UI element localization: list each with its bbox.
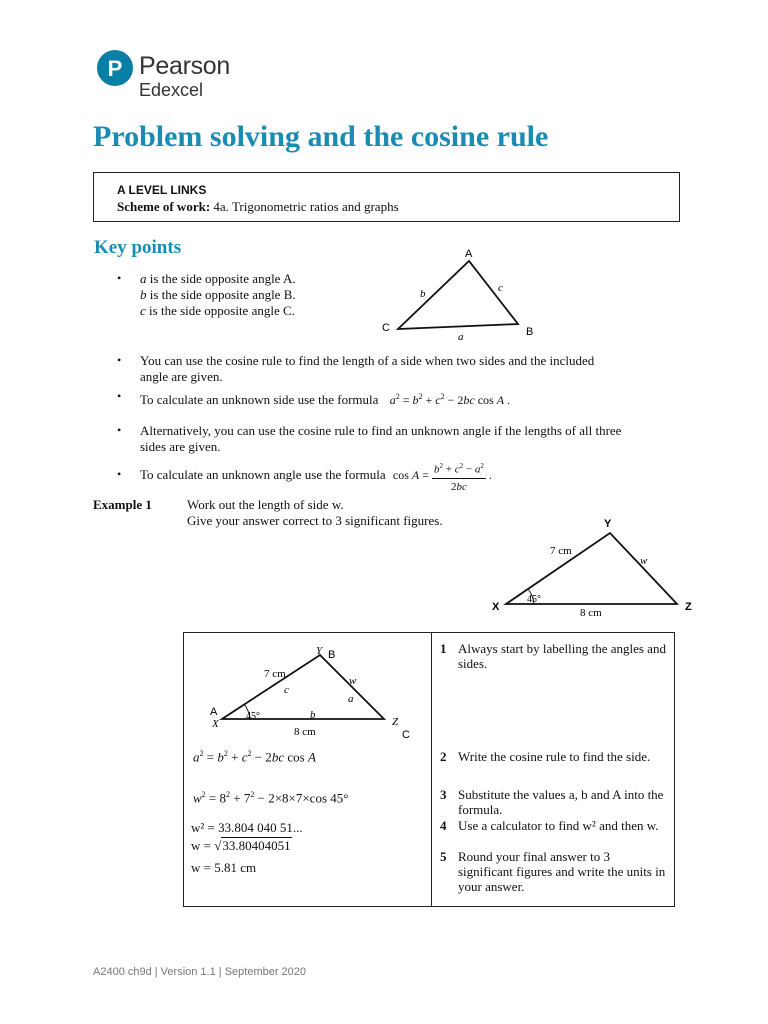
sol-side-c-label: c — [284, 684, 289, 696]
logo-brand: Pearson — [139, 52, 231, 80]
sol-vertex-c: C — [402, 729, 410, 741]
step-2-number: 2 — [440, 749, 447, 764]
triangle-abc-diagram — [370, 245, 550, 345]
kp-bullet-1: a is the side opposite angle A. b is the side opposite angle B. c is the side opposite angle C. — [140, 271, 296, 318]
sol-vertex-b: B — [328, 649, 336, 661]
vertex-c: C — [382, 322, 390, 334]
kp-bullet-3: To calculate an unknown side use the formula $a^2 = b^2 + c^2 - 2bc$ cos A . — [140, 392, 511, 407]
side-xz-label: 8 cm — [580, 607, 602, 619]
bullet: • — [117, 423, 122, 437]
triangle-abc — [398, 261, 518, 329]
sow-text: 4a. Trigonometric ratios and graphs — [213, 199, 399, 214]
sol-angle-label: 45° — [246, 711, 260, 722]
solution-divider — [431, 632, 432, 907]
step-5-text: Round your final answer to 3 significant figures and write the units in your answer. — [458, 849, 666, 894]
step-2-text: Write the cosine rule to find the side. — [458, 749, 651, 764]
formula-angle: cos A = $\frac{b^2 + c^2 - a^2}{2bc}$ . — [393, 468, 492, 482]
kp-bullet-5: To calculate an unknown angle use the formula cos A = $\frac{b^2 + c^2 - a^2}{2bc}$ . — [140, 458, 492, 495]
step-5-number: 5 — [440, 849, 447, 864]
vertex-a: A — [465, 248, 473, 260]
example-label: Example 1 — [93, 497, 152, 512]
step-3-text: Substitute the values a, b and A into the formula. — [458, 787, 664, 817]
logo-letter: P — [107, 56, 123, 81]
sol-y-mark: Y — [316, 645, 323, 657]
example-line-2: Give your answer correct to 3 significant figures. — [187, 513, 443, 528]
key-points-heading: Key points — [94, 237, 182, 258]
work-w-answer: w = 5.81 cm — [191, 860, 257, 875]
step-4-text: Use a calculator to find w² and then w. — [458, 818, 659, 833]
sol-x-mark: X — [212, 718, 219, 730]
work-cosine-rule: $a^2 = b^2 + c^2 - 2bc$ cos A — [193, 749, 316, 765]
formula-side: $a^2 = b^2 + c^2 - 2bc$ cos A . — [389, 392, 511, 407]
step-4-number: 4 — [440, 818, 447, 833]
work-w-root: w = √33.80404051 — [191, 838, 291, 853]
side-a-label: a — [458, 331, 464, 343]
work-w-squared: w² = 33.804 040 51... — [191, 820, 303, 835]
sol-side-ab-label: 7 cm — [264, 668, 286, 680]
sol-side-b-label: b — [310, 709, 316, 721]
bullet: • — [117, 271, 122, 285]
triangle-xyz-diagram — [488, 515, 703, 620]
sol-vertex-a: A — [210, 706, 218, 718]
side-c-label: c — [498, 282, 503, 294]
sol-z-mark: Z — [392, 716, 399, 728]
page-footer: A2400 ch9d | Version 1.1 | September 2020 — [93, 966, 307, 978]
vertex-b: B — [526, 326, 534, 338]
bullet: • — [117, 467, 122, 481]
links-heading: A LEVEL LINKS — [117, 183, 207, 197]
sow-label: Scheme of work: — [117, 199, 211, 214]
step-3-number: 3 — [440, 787, 447, 802]
solution-triangle-diagram — [200, 640, 420, 745]
step-1-number: 1 — [440, 641, 447, 656]
page-title: Problem solving and the cosine rule — [93, 120, 549, 153]
step-1-text: Always start by labelling the angles and sides. — [458, 641, 666, 671]
vertex-x: X — [492, 601, 500, 613]
bullet: • — [117, 389, 122, 403]
triangle-abc-solution — [222, 655, 384, 719]
vertex-y: Y — [604, 518, 612, 530]
side-xy-label: 7 cm — [550, 545, 572, 557]
side-w-label: w — [640, 555, 648, 567]
kp-bullet-4: Alternatively, you can use the cosine rule to find an unknown angle if the lengths of all three sides are given. — [140, 423, 622, 454]
pearson-logo-icon — [97, 50, 133, 86]
sol-side-w-label: w — [349, 675, 357, 687]
example-line-1: Work out the length of side w. — [187, 497, 344, 512]
sol-side-ac-label: 8 cm — [294, 726, 316, 738]
vertex-z: Z — [685, 601, 692, 613]
work-substitute: $w^2 = 8^2 + 7^2 - 2\times 8\times 7\times\cos$ 45° — [193, 790, 349, 806]
angle-label: 45° — [527, 594, 541, 605]
logo-sub: Edexcel — [139, 80, 204, 100]
sol-side-a-label: a — [348, 693, 354, 705]
bullet: • — [117, 353, 122, 367]
kp-bullet-2: You can use the cosine rule to find the length of a side when two sides and the included angle are given. — [140, 353, 595, 384]
side-b-label: b — [420, 288, 426, 300]
scheme-of-work — [117, 199, 399, 215]
